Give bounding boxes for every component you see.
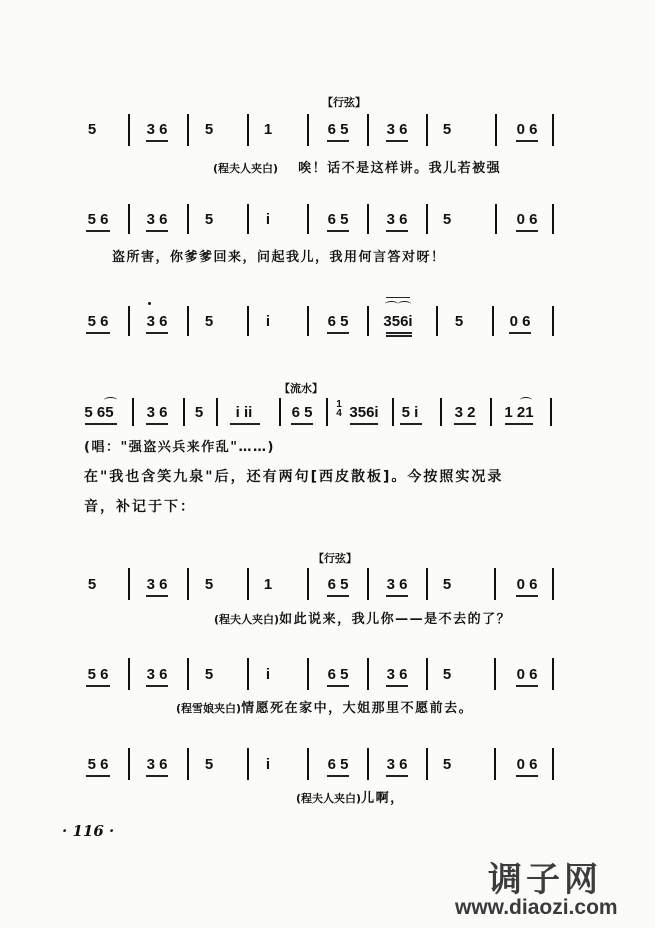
- barline: [426, 568, 428, 600]
- note: i: [265, 313, 271, 330]
- note: 1: [263, 576, 273, 593]
- barline: [367, 204, 369, 234]
- underline: [386, 685, 408, 687]
- barline: [307, 204, 309, 234]
- underline: [386, 230, 408, 232]
- note: 5: [204, 756, 214, 773]
- prose-line-1: 在"我也含笑九泉"后，还有两句[西皮散板]。今按照实况录: [84, 469, 504, 485]
- barline: [492, 306, 494, 336]
- lyric-line: [176, 697, 473, 716]
- underline: [386, 775, 408, 777]
- barline: [187, 114, 189, 146]
- barline: [367, 568, 369, 600]
- note: 6 5: [291, 404, 313, 421]
- lyric-line: [296, 787, 405, 806]
- barline: [307, 306, 309, 336]
- note: 5 6: [87, 313, 109, 330]
- underline: [327, 775, 349, 777]
- note: 5 65: [84, 404, 114, 421]
- note: 5: [442, 756, 452, 773]
- prose-line-2: 音，补记于下：: [84, 499, 196, 515]
- underline: [85, 423, 117, 425]
- underline: [327, 685, 349, 687]
- note: 3 6: [146, 666, 168, 683]
- barline: [183, 398, 185, 426]
- barline: [247, 204, 249, 234]
- barline: [247, 306, 249, 336]
- note: 3 6: [146, 313, 168, 330]
- barline: [494, 748, 496, 780]
- note: 3 6: [386, 211, 408, 228]
- barline: [494, 658, 496, 690]
- note: 5: [442, 666, 452, 683]
- barline: [367, 306, 369, 336]
- barline: [307, 748, 309, 780]
- arrow-mark: [386, 297, 410, 298]
- note: 0 6: [516, 211, 538, 228]
- barline: [307, 114, 309, 146]
- barline: [247, 568, 249, 600]
- note: 5: [454, 313, 464, 330]
- slur-mark: [520, 397, 532, 403]
- slur-mark: [385, 301, 398, 307]
- barline: [128, 204, 130, 234]
- underline: [327, 140, 349, 142]
- note: 1 21: [504, 404, 534, 421]
- underline: [86, 775, 110, 777]
- barline: [247, 748, 249, 780]
- note: 6 5: [327, 121, 349, 138]
- underline: [86, 332, 110, 334]
- note: 6 5: [327, 756, 349, 773]
- barline: [187, 748, 189, 780]
- underline: [386, 140, 408, 142]
- note: 5: [204, 576, 214, 593]
- page-number: · 116 ·: [62, 822, 115, 840]
- barline: [128, 748, 130, 780]
- underline: [516, 230, 538, 232]
- underline: [86, 685, 110, 687]
- barline: [326, 398, 328, 426]
- barline: [128, 306, 130, 336]
- underline: [516, 595, 538, 597]
- note: 5: [204, 121, 214, 138]
- underline: [386, 595, 408, 597]
- barline: [367, 114, 369, 146]
- barline: [132, 398, 134, 426]
- note: 5: [442, 121, 452, 138]
- note: 3 6: [146, 404, 168, 421]
- note: 5 6: [87, 666, 109, 683]
- underline: [516, 685, 538, 687]
- underline: [400, 423, 422, 425]
- barline: [307, 658, 309, 690]
- time-signature: 1 4: [336, 399, 342, 419]
- underline: [146, 595, 168, 597]
- note: 5: [442, 576, 452, 593]
- note: 3 6: [146, 121, 168, 138]
- barline: [426, 658, 428, 690]
- barline: [128, 658, 130, 690]
- note: 0 6: [509, 313, 531, 330]
- speaker-note: (程夫人夹白): [214, 613, 280, 626]
- lyric-line: [214, 608, 511, 627]
- underline: [146, 423, 168, 425]
- note: 5: [204, 666, 214, 683]
- slur-mark: [398, 301, 411, 307]
- barline: [490, 398, 492, 426]
- barline: [307, 568, 309, 600]
- note: 6 5: [327, 576, 349, 593]
- note: 5 6: [87, 211, 109, 228]
- speaker-note: (程夫人夹白): [213, 162, 279, 175]
- barline: [552, 748, 554, 780]
- underline: [146, 140, 168, 142]
- barline: [494, 568, 496, 600]
- barline: [436, 306, 438, 336]
- barline: [367, 658, 369, 690]
- underline: [516, 140, 538, 142]
- watermark-title: 调子网: [488, 860, 602, 900]
- note: 0 6: [516, 576, 538, 593]
- note: 5: [204, 313, 214, 330]
- underline: [146, 685, 168, 687]
- speaker-note: (程雪娘夹白): [176, 702, 242, 715]
- lyric-text: 情愿死在家中，大姐那里不愿前去。: [241, 701, 474, 716]
- lyric-line: [84, 436, 275, 455]
- barline: [367, 748, 369, 780]
- note: 5: [87, 576, 97, 593]
- barline: [550, 398, 552, 426]
- note: 3 6: [386, 756, 408, 773]
- barline: [216, 398, 218, 426]
- note: 5: [194, 404, 204, 421]
- barline: [552, 658, 554, 690]
- barline: [552, 568, 554, 600]
- underline: [327, 230, 349, 232]
- barline: [426, 204, 428, 234]
- barline: [128, 114, 130, 146]
- barline: [187, 568, 189, 600]
- note: 3 2: [454, 404, 476, 421]
- barline: [495, 204, 497, 234]
- underline: [291, 423, 313, 425]
- note: 3 6: [146, 211, 168, 228]
- speaker-note: (程夫人夹白): [296, 792, 362, 805]
- underline: [350, 423, 378, 425]
- note: 5 6: [87, 756, 109, 773]
- note: 3 6: [146, 756, 168, 773]
- underline: [386, 332, 412, 334]
- barline: [247, 658, 249, 690]
- note: 3 6: [386, 121, 408, 138]
- barline: [552, 204, 554, 234]
- barline: [440, 398, 442, 426]
- barline: [552, 114, 554, 146]
- underline: [146, 332, 168, 334]
- note: 0 6: [516, 666, 538, 683]
- note: 3 6: [386, 576, 408, 593]
- barline: [128, 568, 130, 600]
- lyric-text: 盗所害，你爹爹回来，问起我儿，我用何言答对呀！: [112, 250, 446, 265]
- section-marker-xingxian: 【行弦】: [313, 552, 357, 565]
- lyric-text: 唉！话不是这样讲。我儿若被强: [298, 161, 502, 176]
- barline: [187, 204, 189, 234]
- underline: [505, 423, 533, 425]
- watermark-url[interactable]: www.diaozi.com: [455, 896, 618, 919]
- lyric-line: [112, 246, 446, 265]
- note: 356i: [349, 404, 379, 421]
- underline: [454, 423, 476, 425]
- note: 5: [442, 211, 452, 228]
- lyric-text: 如此说来，我儿你——是不去的了？: [279, 612, 512, 627]
- note: 6 5: [327, 211, 349, 228]
- barline: [392, 398, 394, 426]
- note: i: [265, 756, 271, 773]
- barline: [495, 114, 497, 146]
- note: 1: [263, 121, 273, 138]
- section-marker-xingxian: 【行弦】: [322, 96, 366, 109]
- underline: [386, 335, 412, 337]
- note: 5 i: [401, 404, 419, 421]
- barline: [187, 306, 189, 336]
- note: 5: [204, 211, 214, 228]
- barline: [187, 658, 189, 690]
- note: i: [265, 211, 271, 228]
- barline: [279, 398, 281, 426]
- slur-mark: [104, 397, 117, 403]
- section-marker-liushui: 【流水】: [279, 382, 323, 395]
- underline: [230, 423, 260, 425]
- underline: [516, 775, 538, 777]
- note: 5: [87, 121, 97, 138]
- lyric-text: (唱："强盗兴兵来作乱"……): [84, 440, 275, 455]
- note: 3 6: [146, 576, 168, 593]
- underline: [327, 595, 349, 597]
- lyric-line: [213, 157, 501, 176]
- note: 356i: [383, 313, 413, 330]
- underline: [146, 775, 168, 777]
- note: i ii: [235, 404, 253, 421]
- note: 0 6: [516, 121, 538, 138]
- lyric-text: 儿啊，: [361, 791, 405, 806]
- barline: [552, 306, 554, 336]
- underline: [146, 230, 168, 232]
- note: 6 5: [327, 313, 349, 330]
- underline: [509, 332, 531, 334]
- underline: [327, 332, 349, 334]
- barline: [247, 114, 249, 146]
- dot-marker: [148, 302, 151, 305]
- note: 0 6: [516, 756, 538, 773]
- barline: [426, 748, 428, 780]
- note: 3 6: [386, 666, 408, 683]
- note: i: [265, 666, 271, 683]
- note: 6 5: [327, 666, 349, 683]
- barline: [426, 114, 428, 146]
- underline: [86, 230, 110, 232]
